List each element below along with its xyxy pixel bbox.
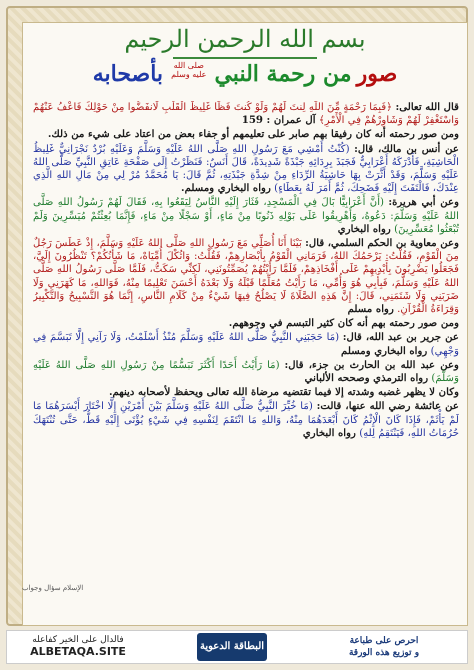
article-body [33,101,459,589]
hadith-text: (مَا خُيِّرَ النَّبِيُّ صَلَّى اللهُ عَلَيْهِ وَسَلَّمَ بَيْنَ أَمْرَيْنِ إِلَّا اخْتَارَ أَيْسَرَهُمَا مَا لَمْ يَأْثَمْ، فَإِذَا كَانَ الْإِثْمُ كَانَ أَبْعَدَهُمَا مِنْهُ، وَاللهِ مَا انْتَقَمَ لِنَفْسِهِ فِي شَيْءٍ يُؤْتَى إِلَيْهِ قَطُّ، حَتَّى تُنْتَهَكَ حُرُمَاتُ اللهِ، فَيَنْتَقِمُ لِلهِ) [33,401,459,439]
hadith-reference: رواه البخاري ومسلم [341,344,428,357]
title-part-1: صور [356,61,398,87]
quran-reference: آل عمران : 159 [241,114,316,127]
salla-line-1: صلى الله [173,61,204,70]
hadith-text: بَيْنَا أَنَا أُصَلِّي مَعَ رَسُولِ اللهِ صَلَّى اللهُ عَلَيْهِ وَسَلَّمَ، إِذْ عَطَسَ رَجُلٌ مِنَ الْقَوْمِ، فَقُلْتُ: يَرْحَمُكَ اللهُ، فَرَمَانِي الْقَوْمُ بِأَبْصَارِهِمْ، فَقُلْتُ: وَاثُكْلَ أُمِّيَاهْ، مَا شَأْنُكُمْ؟ تَنْظُرُونَ إِلَيَّ، فَجَعَلُوا يَضْرِبُونَ بِأَيْدِيهِمْ عَلَى أَفْخَاذِهِمْ، فَلَمَّا رَأَيْتُهُمْ يُصَمِّتُونَنِي، لَكِنِّي سَكَتُّ، فَلَمَّا صَلَّى رَسُولُ اللهِ صَلَّى اللهُ عَلَيْهِ وَسَلَّمَ، فَبِأَبِي هُوَ وَأُمِّي، مَا رَأَيْتُ مُعَلِّمًا قَبْلَهُ وَلَا بَعْدَهُ أَحْسَنَ تَعْلِيمًا مِنْهُ، فَوَاللهِ، مَا كَهَرَنِي وَلَا ضَرَبَنِي وَلَا شَتَمَنِي، قَالَ: إِنَّ هَذِهِ الصَّلَاةَ لَا يَصْلُحُ فِيهَا شَيْءٌ مِنْ كَلَامِ النَّاسِ، إِنَّمَا هُوَ التَّسْبِيحُ وَالتَّكْبِيرُ وَقِرَاءَةُ الْقُرْآنِ. [33,238,459,316]
paragraph-hadith-aisha [33,400,459,440]
hadith-narrator: عن عائشة رضي الله عنها، قالت: [316,400,459,413]
title-part-2: من رحمة النبي [214,61,352,87]
hadith-narrator: وعن أبي هريرة: [388,196,459,209]
site-logo: البطاقة الدعوية [197,633,267,661]
cta-line-2: و توزيع هذه الورقة [348,648,420,658]
hadith-reference: رواه مسلم [347,303,394,316]
content-panel [22,22,468,626]
hadith-narrator: وعن عبد الله بن الحارث بن جزء، قال: [284,358,459,371]
footer-website[interactable] [13,635,143,658]
paragraph-hadith-abu-hurayra [33,196,459,236]
paragraph-hadith-muawiya [33,237,459,316]
footer-url[interactable]: ALBETAQA.SITE [30,645,126,658]
hadith-reference: رواه البخاري [302,426,356,439]
hadith-reference: رواه البخاري [337,222,391,235]
footer-tagline: فالدال على الخير كفاعله [32,635,124,645]
title-part-3: بأصحابه [92,61,164,87]
paragraph-hadith-anas [33,143,459,196]
paragraph-note-3: وكان لا يظهر غضبه وشدته إلا فيما تقتضيه مرضاة الله تعالى ويحفظ لأصحابه دينهم. [108,386,459,399]
quran-intro: قال الله تعالى: [395,101,459,113]
title-salla-mark [171,61,206,79]
hadith-reference: رواه الترمذي وصححه الألباني [304,372,429,385]
paragraph-hadith-jarir [33,331,459,357]
paragraph-note-1: ومن صور رحمته أنه كان رفيقا بهم صابر على تعليمهم أو جفاء بعض من اعتاد على شيء من ذلك. [47,128,459,141]
quran-verse: ﴿فَبِمَا رَحْمَةٍ مِّنَ اللَّهِ لِنتَ لَهُمْ وَلَوْ كُنتَ فَظًّا غَلِيظَ الْقَلْبِ لَانفَضُّوا مِنْ حَوْلِكَ فَاعْفُ عَنْهُمْ وَاسْتَغْفِرْ لَهُمْ وَشَاوِرْهُمْ فِي الْأَمْرِ﴾ [33,102,459,127]
hadith-narrator: وعن معاوية بن الحكم السلمي، قال: [305,237,459,250]
paragraph-hadith-abdullah [33,359,459,385]
decorative-frame [6,6,468,626]
hadith-text: (مَا حَجَبَنِي النَّبِيُّ صَلَّى اللهُ عَلَيْهِ وَسَلَّمَ مُنْذُ أَسْلَمْتُ، وَلَا رَآنِي إِلَّا تَبَسَّمَ فِي وَجْهِي) [33,332,459,357]
hadith-reference: رواه البخاري ومسلم. [181,182,271,195]
paragraph-quran [33,101,459,127]
hadith-text: (مَا رَأَيْتُ أَحَدًا أَكْثَرَ تَبَسُّمًا مِنْ رَسُولِ اللهِ صَلَّى اللهُ عَلَيْهِ وَسَلَّمَ) [33,359,459,385]
hadith-text: (كُنْتُ أَمْشِي مَعَ رَسُولِ اللهِ صَلَّى اللهُ عَلَيْهِ وَسَلَّمَ وَعَلَيْهِ بُرْدٌ نَجْرَانِيٌّ غَلِيظُ الْحَاشِيَةِ، فَأَدْرَكَهُ أَعْرَابِيٌّ فَجَبَذَ بِرِدَائِهِ جَبْذَةً شَدِيدَةً، قَالَ أَنَسٌ: فَنَظَرْتُ إِلَى صَفْحَةِ عَاتِقِ النَّبِيِّ صَلَّى اللهُ عَلَيْهِ وَسَلَّمَ، وَقَدْ أَثَّرَتْ بِهَا حَاشِيَةُ الرِّدَاءِ مِنْ شِدَّةِ جَبْذَتِهِ، ثُمَّ قَالَ: يَا مُحَمَّدُ مُرْ لِي مِنْ مَالِ اللهِ الَّذِي عِنْدَكَ، فَالْتَفَتَ إِلَيْهِ فَضَحِكَ، ثُمَّ أَمَرَ لَهُ بِعَطَاءٍ) [33,143,459,195]
hadith-text: (أَنَّ أَعْرَابِيًّا بَالَ فِي الْمَسْجِدِ، فَثَارَ إِلَيْهِ النَّاسُ لِيَقَعُوا بِهِ، فَقَالَ لَهُمْ رَسُولُ اللهِ صَلَّى اللهُ عَلَيْهِ وَسَلَّمَ: دَعُوهُ، وَأَهْرِيقُوا عَلَى بَوْلِهِ ذَنُوبًا مِنْ مَاءٍ، أَوْ سَجْلًا مِنْ مَاءٍ، فَإِنَّمَا بُعِثْتُمْ مُيَسِّرِينَ وَلَمْ تُبْعَثُوا مُعَسِّرِينَ) [33,197,459,235]
basmala-divider [173,57,317,59]
footer-call-to-action [309,635,459,659]
basmala-calligraphy: بسم الله الرحمن الرحيم [124,25,366,53]
hadith-narrator: عن أنس بن مالك، قال: [354,142,459,155]
source-credit: الإسلام سؤال وجواب [22,584,84,592]
salla-line-2: عليه وسلم [171,70,207,79]
hadith-narrator: عن جرير بن عبد الله، قال: [342,331,459,344]
cta-line-1: احرص على طباعة [349,636,419,646]
footer-bar [6,630,468,664]
page-title [23,61,467,95]
paragraph-note-2: ومن صور رحمته بهم أنه كان كثير التبسم في وجوههم. [228,317,459,330]
